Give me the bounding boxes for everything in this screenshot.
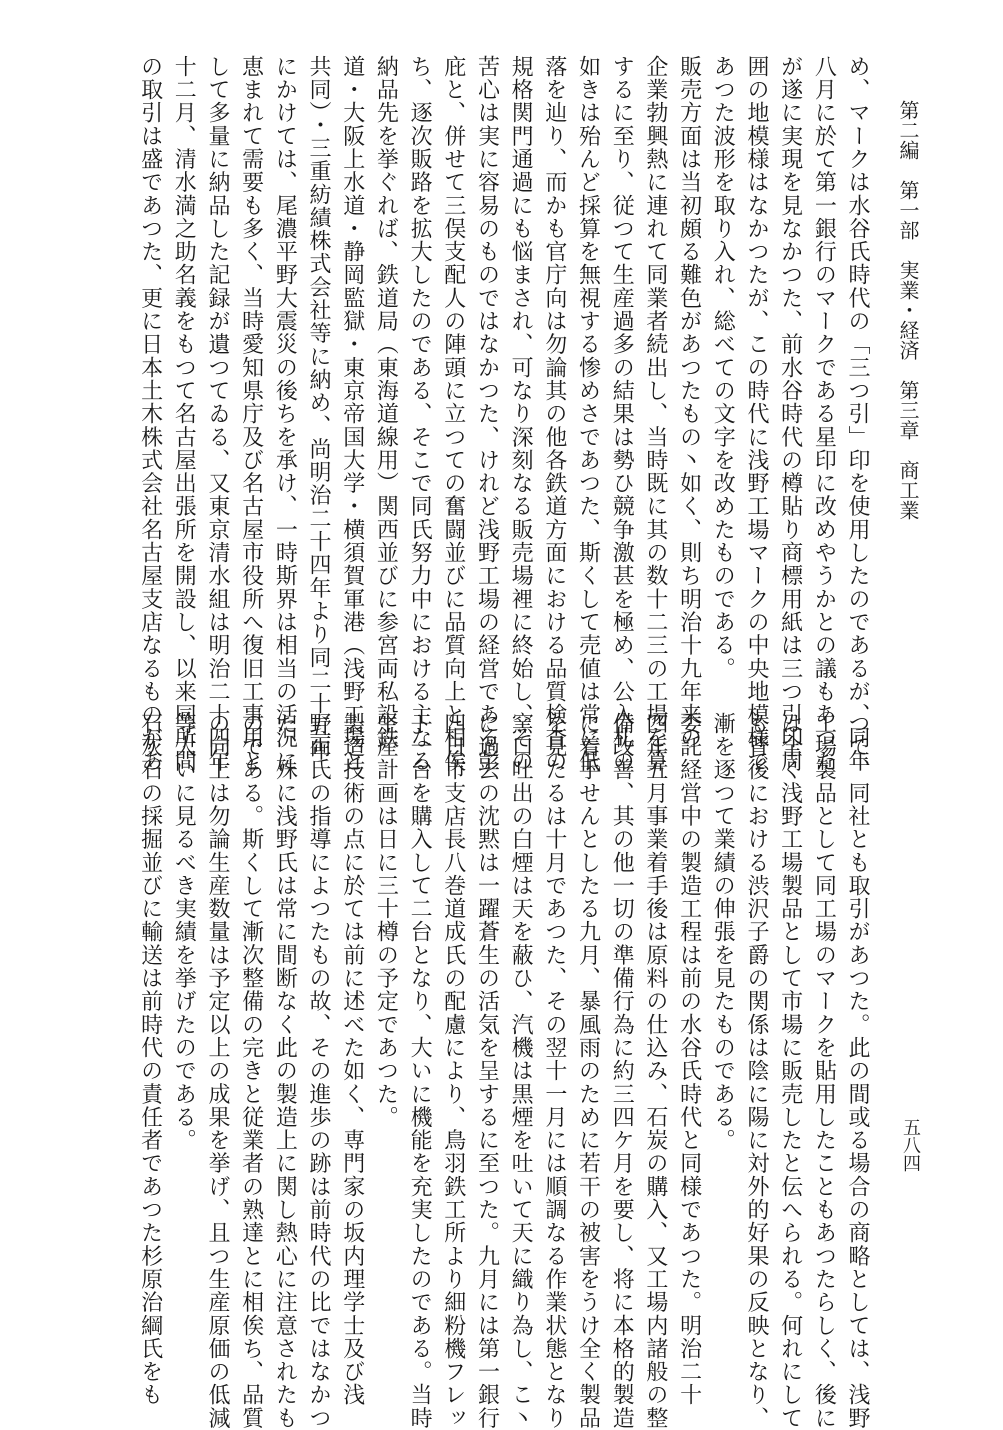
text-column: ち、逐次販路を拡大したのである、そこで同氏努力中における主なる [407, 55, 433, 773]
text-column: 恵まれて需要も多く、当時愛知県庁及び名古屋市役所へ復旧工事用と [238, 55, 264, 773]
text-column: 企業勃興熱に連れて同業者続出し、当時既に其の数十二三の工場を算 [642, 55, 668, 773]
text-column: 囲の地模様はなかつたが、この時代に浅野工場マークの中央地模様で [743, 55, 769, 773]
text-column: 野両氏の指導によつたもの故、その進歩の跡は前時代の比ではなかつ [306, 712, 331, 1430]
text-column: の取引は盛であつた、更に日本土木株式会社名古屋支店なるものがあ [137, 55, 163, 773]
top-text-block [72, 55, 870, 773]
text-column: 工場製品として同工場のマークを貼用したこともあつたらしく、後に [811, 712, 837, 1430]
text-column: 納品先を挙ぐれば、鉄道局（東海道線用）関西並びに参宮両私設鉄 [373, 55, 399, 750]
text-column: め、マークは水谷氏時代の「三つ引」印を使用したのであるが、同年 [845, 55, 870, 773]
text-column: を見たるは十月であつた、その翌十一月には順調なる作業状態となり [541, 712, 567, 1430]
text-column: た、殊に浅野氏は常に間断なく此の製造上に関し熱心に注意されたも [272, 712, 298, 1430]
text-column: 落を辿り、而かも官庁向は勿論其の他各鉄道方面における品質検査の [541, 55, 567, 773]
text-column: 窯口吐出の白煙は天を蔽ひ、汽機は黒煙を吐いて天に織り為し、こ丶 [508, 712, 534, 1430]
text-column: が遂に実現を見なかつた、前水谷時代の樽貼り商標用紙は三つ引印周 [777, 55, 803, 773]
text-column: して多量に納品した記録が遺つてゐる、又東京清水組は明治二十四年 [204, 55, 230, 773]
text-column: 備改善、其の他一切の準備行為に約三四ケ月を要し、将に本格的製造 [609, 712, 635, 1430]
text-column: あつた波形を取り入れ、総べての文字を改めたものである。 [710, 55, 736, 681]
text-column: 規格関門通過にも悩まされ、可なり深刻なる販売場裡に終始し、その [508, 55, 534, 773]
text-column: 苦心は実に容易のものではなかつた、けれど浅野工場の経営である彭 [474, 55, 500, 773]
page-number: 五八四 [900, 1118, 921, 1172]
text-column: するに至り、従つて生産過多の結果は勢ひ競争激甚を極め、公入札の [609, 55, 635, 773]
text-column: 八月に於て第一銀行のマークである星印に改めやうかとの議もあつた [811, 55, 837, 773]
running-header: 第二編 第一部 実業・経済 第三章 商工業 [896, 100, 920, 520]
text-column: 十二月、清水満之助名義をもつて名古屋出張所を開設し、以来同所間 [171, 55, 197, 773]
text-column: 販売方面は当初頗る難色があつたもの丶如く、則ち明治十九年来の [676, 55, 702, 750]
text-column: つて、同社とも取引があつた。此の間或る場合の商略としては、浅野 [845, 712, 870, 1430]
text-column: 如きは殆んど採算を無視する惨めさであつた、斯くして売値は常に低 [575, 55, 601, 773]
text-column: に過去の沈黙は一躍蒼生の活気を呈するに至つた。九月には第一銀行 [474, 712, 500, 1430]
text-column: のである。斯くして漸次整備の完きと従業者の熟達とに相俟ち、品質 [238, 712, 264, 1430]
text-column: 等大いに見るべき実績を挙げたのである。 [171, 712, 197, 1152]
text-column: 共同）・三重紡績株式会社等に納め、尚明治二十四年より同二十五年 [306, 55, 331, 762]
text-column: にかけては、尾濃平野大震災の後ちを承け、一時斯界は相当の活況に [272, 55, 298, 773]
text-column: 委託経営中の製造工程は前の水谷氏時代と同様であつた。明治二十 [676, 712, 702, 1407]
text-column: 生産計画は日に三十樽の予定であつた。 [373, 712, 399, 1129]
text-column: に着手せんとしたる九月、暴風雨のために若干の被害をうけ全く製品 [575, 712, 601, 1430]
text-column: 漸を逐つて業績の伸張を見たものである。 [710, 712, 736, 1152]
bottom-text-block [72, 712, 870, 1430]
text-column: 道・大阪上水道・静岡監獄・東京帝国大学・横須賀軍港（浅野工場と [339, 55, 365, 773]
text-column: も背後における渋沢子爵の関係は陰に陽に対外的好果の反映となり、 [743, 712, 769, 1430]
text-column: 庇と、併せて三俣支配人の陣頭に立つての奮闘並びに品質向上と相俟 [440, 55, 466, 773]
text-column: は全く浅野工場製品として市場に販売したと伝へられる。何れにして [777, 712, 803, 1430]
text-column: 四年五月事業着手後は原料の仕込み、石炭の購入、又工場内諸般の整 [642, 712, 668, 1430]
text-column: の向上は勿論生産数量は予定以上の成果を挙げ、且つ生産原価の低減 [204, 712, 230, 1430]
text-column: 四日市支店長八巻道成氏の配慮により、鳥羽鉄工所より細粉機フレッ [440, 712, 466, 1430]
text-column: 製造技術の点に於ては前に述べた如く、専門家の坂内理学士及び浅 [339, 712, 365, 1407]
text-column: 石灰石の採掘並びに輸送は前時代の責任者であつた杉原治綱氏をも [137, 712, 163, 1407]
text-column: ト一台を購入して二台となり、大いに機能を充実したのである。当時 [407, 712, 433, 1430]
